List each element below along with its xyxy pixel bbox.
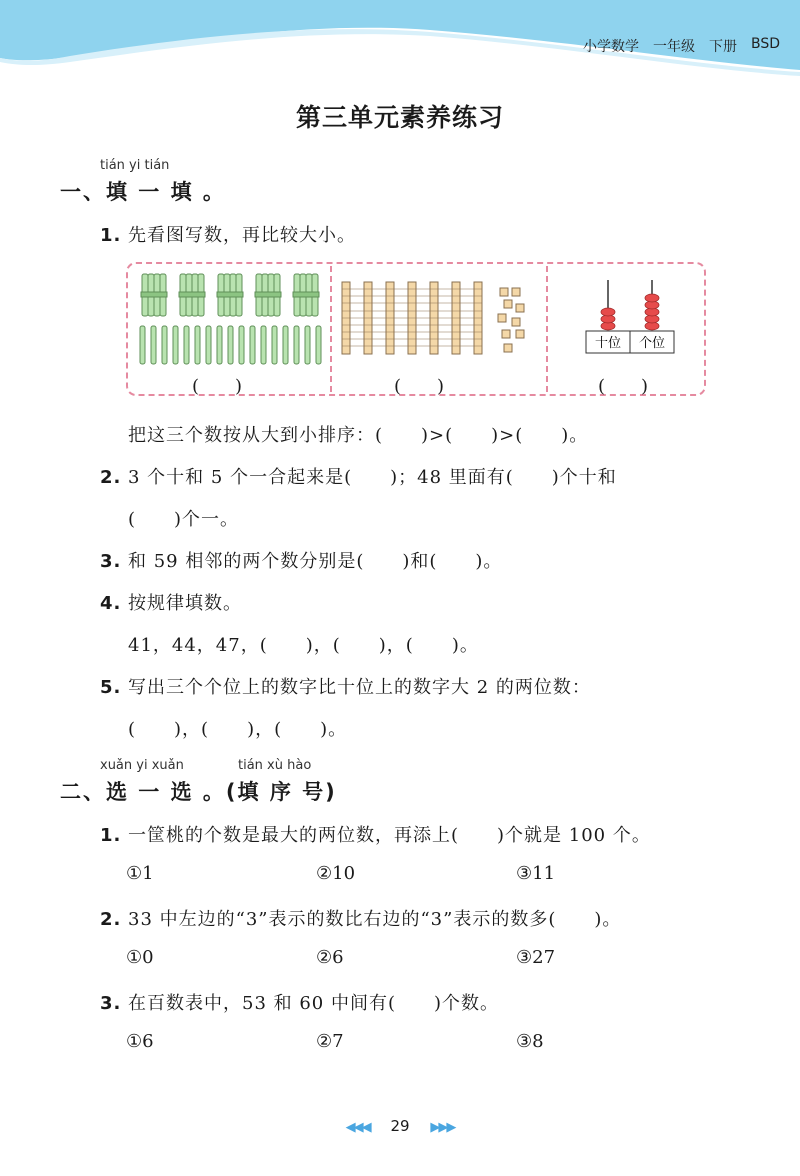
s2-q1-text: 一筐桃的个数是最大的两位数，再添上( )个就是 100 个。 bbox=[128, 825, 651, 846]
s2-q3-option-2[interactable]: ②7 bbox=[316, 1031, 344, 1052]
abacus-tens-label: 十位 bbox=[594, 336, 622, 351]
q4-sequence: 41，44，47，( )，( )，( )。 bbox=[128, 635, 479, 656]
next-arrows-icon: ▶▶▶ bbox=[430, 1120, 455, 1135]
q5-line bbox=[100, 673, 591, 699]
q5-blanks: ( )，( )，( )。 bbox=[128, 719, 348, 740]
s2-q3-option-1[interactable]: ①6 bbox=[126, 1031, 154, 1052]
section2-heading: 二、选 一 选 。(填 序 号) bbox=[60, 780, 337, 804]
q1-number: 1. bbox=[100, 225, 122, 246]
s2-q3-option-3[interactable]: ③8 bbox=[516, 1031, 544, 1052]
section2-pinyin-2: tián xù hào bbox=[238, 758, 312, 773]
q2-number: 2. bbox=[100, 467, 122, 488]
q1-figure-box bbox=[126, 262, 706, 396]
section1-heading: 一、填 一 填 。 bbox=[60, 180, 226, 204]
figure-divider bbox=[330, 266, 332, 392]
sticks-bundles-icon bbox=[134, 270, 330, 370]
section1-pinyin: tián yi tián bbox=[100, 158, 170, 173]
q4-line bbox=[100, 589, 242, 615]
s2-q1-number: 1. bbox=[100, 825, 122, 846]
s2-q3-line bbox=[100, 989, 499, 1015]
ten-rods-cubes-icon bbox=[340, 274, 540, 364]
q4-number: 4. bbox=[100, 593, 122, 614]
s2-q1-line bbox=[100, 821, 651, 847]
answer-blank-1[interactable]: ( ) bbox=[192, 376, 243, 397]
q5-number: 5. bbox=[100, 677, 122, 698]
s2-q2-text: 33 中左边的“3”表示的数比右边的“3”表示的数多( )。 bbox=[128, 909, 622, 930]
s2-q2-number: 2. bbox=[100, 909, 122, 930]
page-footer bbox=[0, 1117, 800, 1135]
figure-divider bbox=[546, 266, 548, 392]
header-edition: BSD bbox=[750, 36, 780, 52]
answer-blank-3[interactable]: ( ) bbox=[598, 376, 649, 397]
q3-line bbox=[100, 547, 502, 573]
s2-q1-option-2[interactable]: ②10 bbox=[316, 863, 356, 884]
s2-q3-text: 在百数表中，53 和 60 中间有( )个数。 bbox=[128, 993, 500, 1014]
q2-line bbox=[100, 463, 617, 489]
answer-blank-2[interactable]: ( ) bbox=[394, 376, 445, 397]
abacus-icon bbox=[584, 278, 676, 354]
page-number: 29 bbox=[390, 1117, 410, 1135]
s2-q2-option-1[interactable]: ①0 bbox=[126, 947, 154, 968]
s2-q1-option-3[interactable]: ③11 bbox=[516, 863, 556, 884]
header-grade: 一年级 bbox=[652, 39, 695, 55]
q1-line bbox=[100, 221, 356, 247]
prev-arrows-icon: ◀◀◀ bbox=[345, 1120, 370, 1135]
q3-number: 3. bbox=[100, 551, 122, 572]
q4-text: 按规律填数。 bbox=[128, 593, 242, 614]
page-title: 第三单元素养练习 bbox=[295, 103, 504, 132]
q1-order-line: 把这三个数按从大到小排序：( )>( )>( )。 bbox=[128, 425, 589, 446]
abacus-ones-label: 个位 bbox=[638, 336, 666, 351]
s2-q3-number: 3. bbox=[100, 993, 122, 1014]
q1-text: 先看图写数，再比较大小。 bbox=[128, 225, 356, 246]
s2-q2-line bbox=[100, 905, 621, 931]
q2-line2: ( )个一。 bbox=[128, 509, 240, 530]
section2-pinyin-1: xuǎn yi xuǎn bbox=[100, 758, 184, 773]
q5-text: 写出三个个位上的数字比十位上的数字大 2 的两位数： bbox=[128, 677, 591, 698]
header-subject: 小学数学 bbox=[582, 39, 639, 55]
q2-text: 3 个十和 5 个一合起来是( )；48 里面有( )个十和 bbox=[128, 467, 617, 488]
q3-text: 和 59 相邻的两个数分别是( )和( )。 bbox=[128, 551, 503, 572]
s2-q1-option-1[interactable]: ①1 bbox=[126, 863, 154, 884]
s2-q2-option-3[interactable]: ③27 bbox=[516, 947, 556, 968]
header-label bbox=[500, 36, 780, 56]
header-volume: 下册 bbox=[708, 39, 737, 55]
s2-q2-option-2[interactable]: ②6 bbox=[316, 947, 344, 968]
